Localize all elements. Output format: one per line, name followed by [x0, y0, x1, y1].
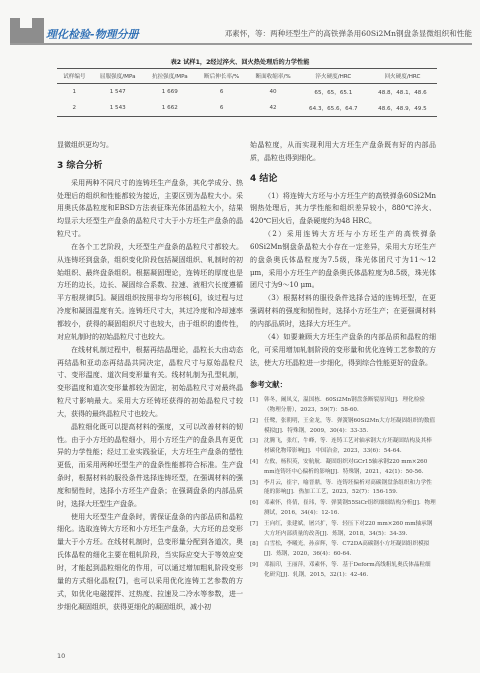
reference-text: 沈腾飞，张红，牛峰，等．连铸工艺对轴承钢大方坯凝固结构及其棒材碳化物带影响[J]．中国冶金，2023，33(6)：54-64. [264, 438, 432, 455]
table-cell: 1 669 [161, 89, 178, 95]
reference-list [250, 396, 436, 580]
reference-text: 韩冬，阚凤义，温国栋．60Si2Mn钢盘条断裂原因[J]．理化检验（物理分册），2023，59(7)：58-60. [264, 397, 425, 413]
reference-number: [9] [250, 561, 258, 568]
table-cell: 6 [196, 100, 247, 117]
reference-text: 王向红，张建斌，屠兴扩，等．轻压下对220 mm×260 mm轴承钢大方坯内部质量的改善[J]．炼钢，2018，34(5)：34-39. [264, 520, 433, 537]
body-paragraph: 始晶粒度，从而实现利用大方坯生产盘条既有好的内部品质，晶粒也得到细化。 [250, 141, 436, 162]
reference-text: 邓振印，王丽萍，邓素怀，等．基于Deform高线粗轧奥氏体晶粒细化研究[J]．轧钢，2015，32(1)：42-46. [264, 561, 431, 578]
page-number: 10 [57, 652, 66, 660]
body-paragraph: 使用大坯型生产盘条时，需保证盘条的内部品质和晶粒细化。选取连铸大方坯和小方坯生产盘条，大方坯的总变形量大于小方坯。在线材轧制时，总变形量分配到各道次，奥氏体晶粒的细化主要在粗轧阶段，当实际应变大于等效应变时，才能起到晶粒细化的作用，可以通过增加粗轧阶段变形量的方式细化晶粒[7]，也可以采用优化连铸工艺参数的方式，如优化电磁搅拌、过热度、拉速及二冷水等参数，进一步细化凝固组织，获得更细化的凝固组织，减小初 [57, 512, 243, 611]
header-cell: 屈服强度/MPa [92, 69, 144, 84]
reference-item [250, 437, 436, 457]
left-column [57, 139, 243, 613]
header-cell: 断面收缩率/% [247, 69, 298, 84]
header-cell: 断后伸长率/% [196, 69, 247, 84]
table-cell: 65，65，65.1 [314, 90, 353, 96]
reference-text: 白雪松，李曦光，孙彦辉，等．C72DA高碳钢小方坯凝固组织模拟[J]．炼钢，2020，36(4)：60-64. [264, 541, 430, 558]
reference-number: [7] [250, 520, 258, 527]
reference-item [250, 499, 436, 519]
table-row [57, 84, 437, 101]
reference-text: 任鹭，张朝明，王金龙，等．弹簧钢60Si2Mn大方坯凝固组织的数值模拟[J]．特殊钢，2009，30(4)：33-35. [264, 417, 436, 434]
header-cell: 抗拉强度/MPa [144, 69, 196, 84]
table-header-row [57, 69, 437, 84]
table-cell: 48.8，48.1，48.6 [378, 90, 427, 96]
reference-item [250, 396, 436, 416]
references-heading: 参考文献： [250, 380, 287, 390]
table-cell: 1 547 [109, 89, 126, 95]
reference-number: [5] [250, 479, 258, 486]
table-row [57, 100, 437, 117]
running-title: 邓素怀，等：两种坯型生产的高铁弹条用60Si2Mn钢盘条显微组织和性能 [224, 29, 472, 38]
header-cell: 回火硬度/HRC [368, 69, 437, 84]
mechanical-properties-table [57, 68, 437, 117]
body-paragraph: 采用两种不同尺寸的连铸坯生产盘条，其化学成分、热处理后的组织和性能都较为接近，主要区别为晶粒大小。采用奥氏体晶粒度和EBSD方法表征珠光体团晶粒大小，结果均显示大坯型生产盘条的晶粒尺寸大于小方坯生产盘条的晶粒尺寸。 [57, 178, 243, 239]
reference-number: [2] [250, 417, 258, 424]
reference-item [250, 561, 436, 581]
page-header [0, 0, 480, 44]
reference-number: [3] [250, 438, 258, 445]
reference-number: [4] [250, 458, 258, 465]
table-cell: 1 543 [92, 100, 144, 117]
table-cell: 2 [57, 100, 92, 117]
conclusion-item: （4）如要兼顾大方坯生产盘条的内部品质和晶粒的细化，可采用增加轧制阶段的变形量和优化连铸工艺参数的方法，使大方坯晶粒进一步细化，得到综合性能更好的盘条。 [250, 332, 436, 367]
table-cell: 48.6，48.9，49.5 [368, 100, 437, 117]
header-cell: 淬火硬度/HRC [299, 69, 368, 84]
reference-number: [6] [250, 500, 258, 507]
body-paragraph: 晶粒细化既可以提高材料的强度，又可以改善材料的韧性。由于小方坯的晶粒细小，用小方坯生产的盘条具有更优异的力学性能；经过工业实践验证，大方坯生产盘条的塑性更低，而采用两种坯型生产的盘条性能都符合标准。生产盘条时，根据材料的服役条件选择连铸坯型，在强调材料的强度和韧性时，选择小方坯生产盘条；在强调盘条的内部品质时，选择大坯型生产盘条。 [57, 422, 243, 508]
header-cell: 试样编号 [57, 69, 92, 84]
conclusion-item: （3）根据材料的服役条件选择合适的连铸坯型，在更强调材料的强度和韧性时，选择小方坯生产；在更强调材料的内部品质时，选择大方坯生产。 [250, 294, 436, 328]
reference-item [250, 458, 436, 478]
body-paragraph: 在线材轧制过程中，根据再结晶理论，晶粒长大由动态再结晶和亚动态再结晶共同决定，晶粒尺寸与原始晶粒尺寸、变形温度、道次间变形量有关。线材轧制为孔型轧制，变形温度和道次变形量都较为固定，初始晶粒尺寸对最终晶粒尺寸影响最大。采用大方坯铸坯获得的初始晶粒尺寸较大，获得的最终晶粒尺寸也较大。 [57, 345, 243, 418]
reference-item [250, 417, 436, 437]
reference-number: [8] [250, 541, 258, 548]
reference-text: 李月云，崔宇，喻晋鼎，等．连铸坯偏析对高碳钢盘条组织和力学性能的影响[J]．热加工工艺，2023，52(7)：156-159. [264, 479, 432, 496]
reference-number: [1] [250, 397, 258, 404]
section-heading: 3 综合分析 [57, 160, 103, 171]
right-column [250, 139, 436, 582]
journal-logo-notch [20, 18, 32, 28]
table-cell: 64.3，65.6，64.7 [299, 100, 368, 117]
table-cell: 40 [269, 89, 277, 95]
conclusion-item: （1）将连铸大方坯与小方坯生产的高铁弹条60Si2Mn钢热处理后，其力学性能和组织差异较小，880℃淬火、420℃回火后，盘条硬度约为48 HRC。 [250, 191, 436, 226]
table-cell: 1 [72, 89, 77, 95]
reference-text: 左攸，杨积英，安航航．凝固组织对GCr15轴承钢220 mm×260 mm连铸坯中心偏析的影响[J]．特殊钢，2021，42(1)：50-56. [264, 458, 428, 475]
header-divider [10, 43, 472, 45]
body-paragraph: 在各个工艺阶段，大坯型生产盘条的晶粒尺寸都较大。从连铸坯到盘条，组织变化阶段包括凝固组织、轧制时的初始组织、最终盘条组织。根据凝固理论，连铸坯的厚度也是方坯的边长，边长、凝固综合系数、拉速、液相穴长度遵循平方根规律[5]。凝固组织按照非均匀形核[6]，该过程与过冷度和凝固温度有关。连铸坯尺寸大，其过冷度和冷却速率都较小，获得的凝固组织尺寸也较大，由于组织的遗传性，对应轧制时的初始晶粒尺寸也较大。 [57, 242, 243, 341]
table-cell: 1 662 [144, 100, 196, 117]
reference-text: 邓素怀，佟倩，崔玮，等．弹簧钢55SiCr组织细细结构分析[J]．物理测试，2016，34(4)：12-16. [264, 500, 436, 516]
reference-item [250, 520, 436, 540]
body-paragraph: 显微组织更均匀。 [57, 141, 113, 149]
reference-item [250, 479, 436, 499]
table-cell: 42 [247, 100, 298, 117]
reference-item [250, 540, 436, 560]
journal-name: 理化检验-物理分册 [46, 28, 139, 41]
table-cell: 6 [219, 89, 224, 95]
table-caption: 表2 试样1，2经过淬火、回火热处理后的力学性能 [170, 59, 310, 66]
section-heading: 4 结论 [250, 173, 278, 184]
conclusion-item: （2）采用连铸大方坯与小方坯生产的高铁弹条60Si2Mn钢盘条晶粒大小存在一定差异，采用大方坯生产的盘条奥氏体晶粒度为7.5级，珠光体团尺寸为11～12 μm，采用小方坯生产的盘条奥氏体晶粒度为8.5级，珠光体团尺寸为9～10 μm。 [250, 230, 436, 290]
